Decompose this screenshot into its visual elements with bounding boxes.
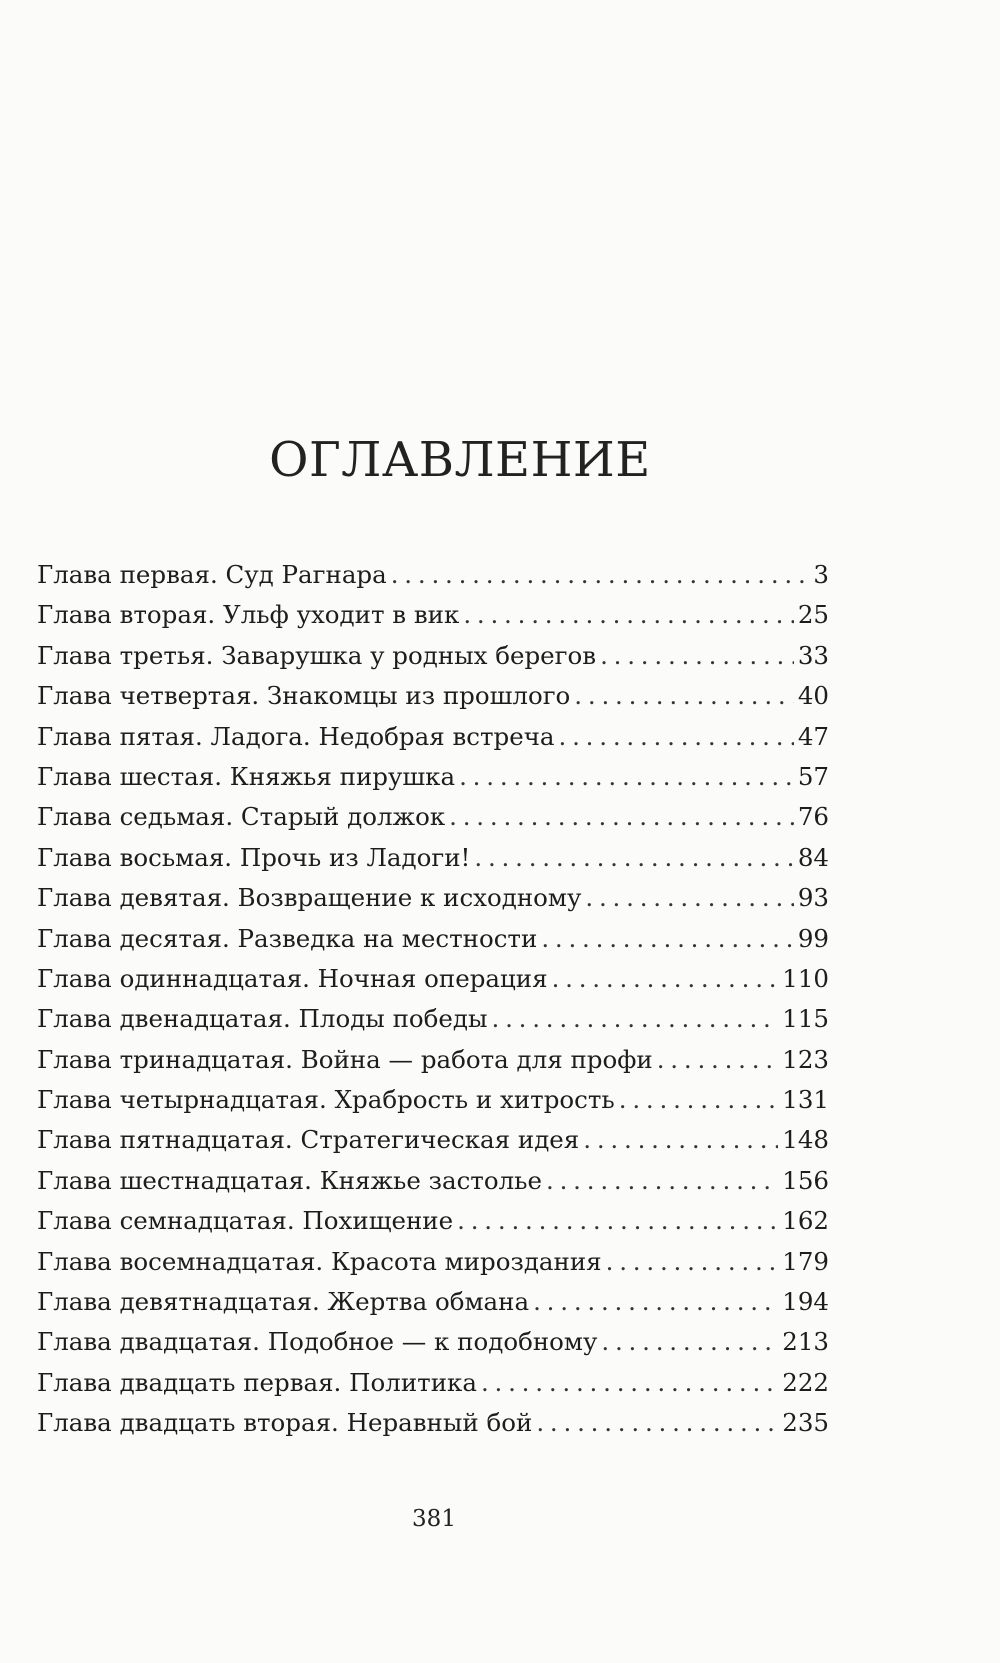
table-of-contents: [37, 555, 829, 1444]
toc-dot-leader: [552, 959, 779, 999]
toc-entry-page: 235: [782, 1408, 829, 1438]
toc-dot-leader: [657, 1040, 779, 1080]
toc-dot-leader: [457, 1201, 778, 1241]
toc-entry: [37, 636, 829, 676]
toc-entry: [37, 1403, 829, 1443]
toc-entry-title: Глава четвертая. Знакомцы из прошлого: [37, 681, 571, 711]
toc-entry-page: 57: [797, 761, 829, 791]
toc-entry: [37, 676, 829, 716]
toc-entry: [37, 595, 829, 635]
toc-entry-title: Глава первая. Суд Рагнара: [37, 560, 387, 589]
toc-entry: [37, 1201, 829, 1241]
toc-dot-leader: [391, 555, 810, 595]
toc-entry-title: Глава семнадцатая. Похищение: [37, 1206, 454, 1236]
toc-entry-page: 123: [782, 1044, 829, 1074]
toc-dot-leader: [536, 1403, 778, 1443]
toc-dot-leader: [606, 1242, 779, 1282]
toc-dot-leader: [619, 1080, 778, 1120]
toc-entry-page: 110: [782, 963, 829, 993]
toc-entry-title: Глава двадцать первая. Политика: [37, 1367, 477, 1397]
toc-dot-leader: [463, 595, 793, 635]
toc-entry-page: 115: [782, 1004, 829, 1034]
toc-entry-page: 99: [797, 923, 829, 953]
toc-entry-title: Глава тринадцатая. Война — работа для профи: [37, 1044, 653, 1074]
toc-entry: [37, 999, 829, 1039]
toc-entry: [37, 1040, 829, 1080]
page-number: 381: [412, 1506, 456, 1532]
toc-entry: [37, 959, 829, 999]
toc-entry-page: 162: [782, 1206, 829, 1236]
toc-entry-title: Глава двенадцатая. Плоды победы: [37, 1004, 488, 1034]
toc-entry: [37, 1363, 829, 1403]
toc-entry-title: Глава шестая. Княжья пирушка: [37, 761, 456, 791]
toc-entry: [37, 878, 829, 918]
toc-dot-leader: [541, 919, 794, 959]
toc-dot-leader: [449, 797, 794, 837]
toc-entry-page: 84: [797, 842, 829, 872]
toc-entry: [37, 717, 829, 757]
toc-entry: [37, 1161, 829, 1201]
toc-dot-leader: [492, 999, 779, 1039]
toc-entry: [37, 1322, 829, 1362]
toc-entry-title: Глава девятнадцатая. Жертва обмана: [37, 1287, 530, 1317]
toc-dot-leader: [533, 1282, 778, 1322]
toc-dot-leader: [459, 757, 794, 797]
toc-entry-title: Глава четырнадцатая. Храбрость и хитрость: [37, 1085, 615, 1115]
toc-dot-leader: [481, 1363, 778, 1403]
toc-dot-leader: [574, 676, 794, 716]
toc-entry-page: 179: [782, 1246, 829, 1276]
toc-dot-leader: [474, 838, 793, 878]
toc-entry-title: Глава восемнадцатая. Красота мироздания: [37, 1246, 602, 1276]
toc-entry-page: 3: [813, 560, 829, 589]
toc-entry: [37, 757, 829, 797]
toc-entry-title: Глава девятая. Возвращение к исходному: [37, 883, 582, 913]
toc-entry: [37, 919, 829, 959]
toc-entry-page: 93: [797, 883, 829, 913]
toc-dot-leader: [546, 1161, 778, 1201]
toc-dot-leader: [601, 1322, 778, 1362]
toc-entry-page: 47: [797, 721, 829, 751]
toc-dot-leader: [600, 636, 794, 676]
toc-dot-leader: [585, 878, 793, 918]
toc-entry-page: 194: [782, 1287, 829, 1317]
toc-dot-leader: [583, 1120, 778, 1160]
toc-entry-title: Глава седьмая. Старый должок: [37, 802, 446, 832]
toc-entry-title: Глава шестнадцатая. Княжье застолье: [37, 1165, 543, 1195]
toc-entry-page: 131: [782, 1085, 829, 1115]
toc-entry-page: 222: [782, 1367, 829, 1397]
toc-entry-title: Глава пятнадцатая. Стратегическая идея: [37, 1125, 580, 1155]
toc-entry-title: Глава восьмая. Прочь из Ладоги!: [37, 842, 471, 872]
toc-entry: [37, 1080, 829, 1120]
toc-entry: [37, 838, 829, 878]
toc-entry-title: Глава вторая. Ульф уходит в вик: [37, 600, 460, 630]
toc-dot-leader: [559, 717, 794, 757]
toc-entry: [37, 1120, 829, 1160]
toc-entry-page: 40: [797, 681, 829, 711]
page-title: ОГЛАВЛЕНИЕ: [269, 432, 651, 488]
toc-entry: [37, 555, 829, 595]
toc-entry-title: Глава третья. Заварушка у родных берегов: [37, 640, 597, 670]
toc-entry: [37, 1242, 829, 1282]
toc-entry-page: 156: [782, 1165, 829, 1195]
toc-entry-title: Глава десятая. Разведка на местности: [37, 923, 538, 953]
toc-entry: [37, 1282, 829, 1322]
toc-entry-title: Глава одиннадцатая. Ночная операция: [37, 963, 548, 993]
toc-entry-title: Глава пятая. Ладога. Недобрая встреча: [37, 721, 555, 751]
toc-entry-page: 148: [782, 1125, 829, 1155]
toc-entry-page: 76: [797, 802, 829, 832]
toc-entry: [37, 797, 829, 837]
toc-entry-page: 33: [797, 640, 829, 670]
toc-entry-page: 213: [782, 1327, 829, 1357]
toc-entry-title: Глава двадцать вторая. Неравный бой: [37, 1408, 533, 1438]
toc-entry-title: Глава двадцатая. Подобное — к подобному: [37, 1327, 598, 1357]
toc-entry-page: 25: [797, 600, 829, 630]
